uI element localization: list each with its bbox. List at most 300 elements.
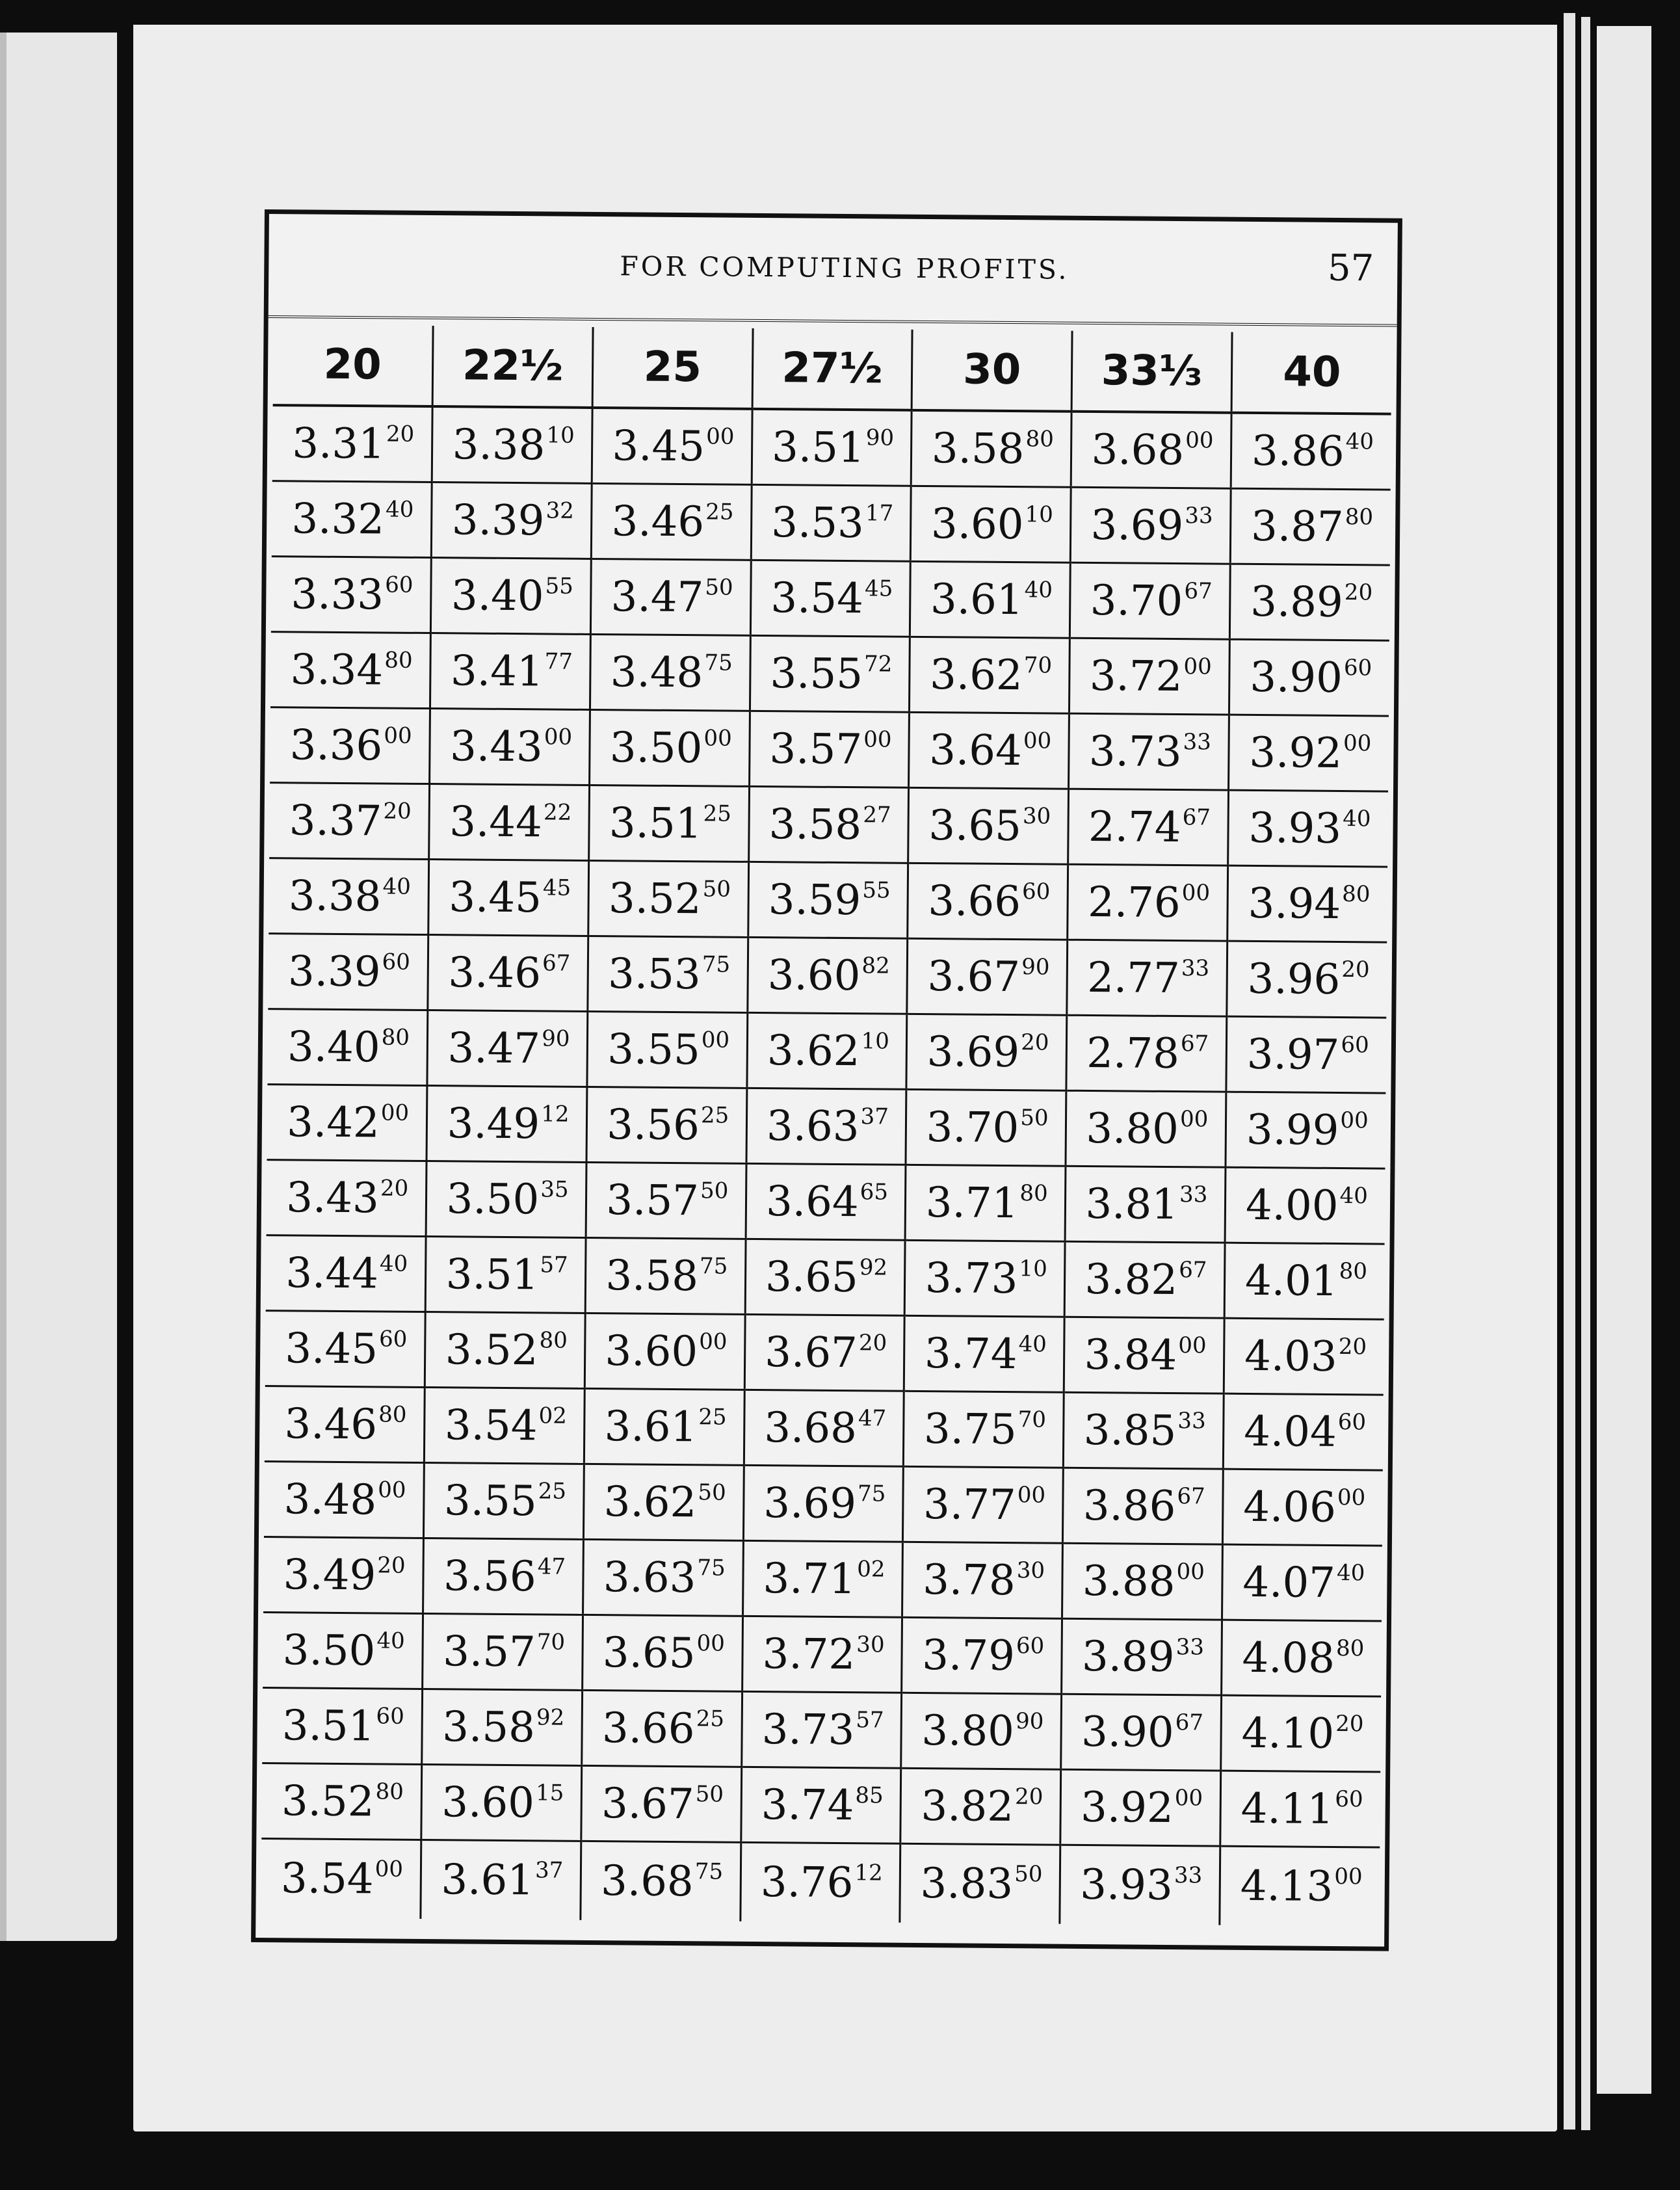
cell-dollars: 3.43 bbox=[285, 1173, 380, 1222]
running-head bbox=[269, 214, 1398, 327]
cell-cents: 40 bbox=[1024, 576, 1053, 603]
cell-dollars: 3.46 bbox=[611, 497, 705, 546]
cell-cents: 50 bbox=[1020, 1104, 1049, 1131]
cell-dollars: 3.61 bbox=[930, 575, 1023, 624]
table-cell bbox=[427, 1010, 588, 1087]
cell-cents: 70 bbox=[1017, 1406, 1047, 1432]
cell-dollars: 3.90 bbox=[1250, 653, 1343, 702]
table-row bbox=[262, 1688, 1381, 1773]
cell-cents: 20 bbox=[377, 1551, 406, 1579]
table-row bbox=[271, 557, 1390, 641]
table-cell bbox=[906, 1089, 1066, 1166]
cell-dollars: 3.66 bbox=[601, 1704, 695, 1753]
cell-dollars: 3.36 bbox=[289, 720, 383, 770]
table-row bbox=[269, 783, 1388, 867]
cell-dollars: 3.85 bbox=[1083, 1406, 1177, 1455]
cell-dollars: 3.47 bbox=[447, 1023, 541, 1073]
table-cell bbox=[1227, 790, 1388, 867]
adjacent-page-shadow bbox=[0, 33, 7, 1941]
cell-cents: 10 bbox=[1025, 501, 1054, 528]
table-cell bbox=[269, 783, 430, 860]
table-cell bbox=[584, 1388, 744, 1465]
cell-dollars: 3.60 bbox=[605, 1326, 698, 1376]
cell-dollars: 3.70 bbox=[1090, 576, 1183, 626]
cell-cents: 00 bbox=[1185, 427, 1214, 453]
cell-dollars: 3.44 bbox=[449, 797, 543, 847]
column-header: 20 bbox=[273, 324, 434, 406]
cell-dollars: 3.68 bbox=[1091, 425, 1185, 475]
table-cell bbox=[1066, 1015, 1227, 1092]
cell-dollars: 3.64 bbox=[928, 726, 1023, 775]
cell-dollars: 3.38 bbox=[288, 871, 382, 921]
cell-cents: 85 bbox=[855, 1782, 884, 1809]
cell-dollars: 3.94 bbox=[1248, 879, 1341, 929]
table-cell bbox=[1225, 1167, 1385, 1244]
cell-dollars: 3.89 bbox=[1081, 1632, 1175, 1682]
table-cell bbox=[1229, 639, 1389, 716]
cell-dollars: 3.90 bbox=[1081, 1708, 1174, 1757]
table-cell bbox=[911, 486, 1071, 562]
cell-cents: 20 bbox=[386, 420, 415, 447]
cell-dollars: 3.67 bbox=[927, 952, 1021, 1001]
table-cell bbox=[424, 1462, 584, 1539]
cell-dollars: 4.10 bbox=[1241, 1709, 1335, 1758]
cell-cents: 45 bbox=[864, 575, 893, 602]
column-header: 27½ bbox=[752, 328, 913, 410]
table-cell bbox=[427, 1086, 587, 1163]
cell-cents: 90 bbox=[1015, 1708, 1044, 1734]
cell-cents: 10 bbox=[1019, 1255, 1047, 1282]
cell-cents: 45 bbox=[542, 874, 571, 901]
table-cell bbox=[264, 1462, 425, 1538]
table-cell bbox=[583, 1464, 744, 1540]
cell-dollars: 3.43 bbox=[449, 722, 543, 771]
cell-cents: 33 bbox=[1177, 1407, 1206, 1434]
cell-cents: 77 bbox=[544, 648, 573, 675]
column-header: 30 bbox=[912, 330, 1072, 412]
table-cell bbox=[1066, 1090, 1226, 1167]
table-cell bbox=[263, 1613, 423, 1689]
cell-cents: 17 bbox=[865, 499, 894, 527]
page-title: FOR COMPUTING PROFITS. bbox=[620, 250, 1070, 285]
cell-dollars: 3.45 bbox=[285, 1324, 378, 1373]
cell-dollars: 3.40 bbox=[451, 571, 544, 620]
table-cell bbox=[583, 1539, 743, 1616]
cell-dollars: 3.57 bbox=[606, 1176, 700, 1225]
table-cell bbox=[905, 1165, 1066, 1241]
table-cell bbox=[1231, 413, 1391, 490]
cell-cents: 60 bbox=[1341, 1031, 1369, 1058]
cell-cents: 33 bbox=[1179, 1181, 1208, 1207]
cell-dollars: 3.71 bbox=[925, 1178, 1019, 1228]
cell-dollars: 3.77 bbox=[923, 1480, 1016, 1529]
table-cell bbox=[1069, 713, 1229, 790]
table-row bbox=[261, 1839, 1380, 1927]
cell-cents: 67 bbox=[1179, 1256, 1207, 1283]
cell-cents: 55 bbox=[545, 572, 574, 600]
cell-dollars: 3.71 bbox=[763, 1554, 856, 1603]
cell-dollars: 3.78 bbox=[922, 1555, 1016, 1605]
cell-cents: 00 bbox=[384, 722, 412, 749]
cell-dollars: 3.52 bbox=[445, 1325, 538, 1375]
cell-dollars: 3.49 bbox=[447, 1099, 540, 1148]
cell-cents: 30 bbox=[1022, 802, 1051, 830]
cell-dollars: 2.78 bbox=[1086, 1029, 1180, 1078]
cell-cents: 10 bbox=[546, 421, 575, 449]
cell-cents: 60 bbox=[376, 1702, 404, 1730]
column-header: 25 bbox=[592, 327, 753, 409]
cell-dollars: 3.69 bbox=[1090, 501, 1184, 550]
table-cell bbox=[261, 1763, 422, 1840]
cell-cents: 27 bbox=[863, 801, 891, 828]
cell-cents: 40 bbox=[1343, 805, 1371, 832]
table-frame bbox=[251, 209, 1402, 1951]
cell-cents: 65 bbox=[860, 1178, 889, 1206]
cell-dollars: 3.75 bbox=[923, 1405, 1017, 1454]
cell-cents: 40 bbox=[1336, 1559, 1365, 1586]
cell-cents: 00 bbox=[1176, 1558, 1205, 1585]
table-cell bbox=[581, 1765, 742, 1842]
cell-cents: 80 bbox=[1335, 1635, 1365, 1661]
cell-cents: 00 bbox=[863, 726, 892, 753]
cell-dollars: 4.07 bbox=[1242, 1558, 1336, 1607]
cell-dollars: 3.68 bbox=[764, 1403, 858, 1453]
cell-dollars: 3.67 bbox=[765, 1328, 858, 1377]
cell-cents: 00 bbox=[1334, 1864, 1363, 1890]
cell-cents: 50 bbox=[705, 574, 733, 601]
page-edge bbox=[1597, 26, 1651, 2094]
table-row bbox=[267, 1160, 1385, 1245]
cell-cents: 35 bbox=[540, 1176, 569, 1203]
cell-cents: 40 bbox=[1018, 1330, 1047, 1358]
cell-cents: 75 bbox=[704, 649, 733, 676]
table-cell bbox=[1067, 940, 1227, 1016]
cell-cents: 30 bbox=[856, 1631, 885, 1658]
cell-cents: 25 bbox=[538, 1477, 567, 1505]
table-cell bbox=[1228, 715, 1389, 791]
table-cell bbox=[267, 1085, 428, 1161]
cell-cents: 20 bbox=[383, 797, 412, 825]
table-row bbox=[267, 1009, 1386, 1094]
page-edge bbox=[1581, 17, 1590, 2130]
table-cell bbox=[266, 1235, 427, 1312]
table-cell bbox=[265, 1311, 426, 1388]
cell-cents: 50 bbox=[1014, 1861, 1043, 1888]
table-cell bbox=[586, 1162, 746, 1239]
table-cell bbox=[908, 787, 1069, 864]
table-cell bbox=[1069, 638, 1229, 715]
cell-dollars: 3.44 bbox=[285, 1248, 379, 1298]
cell-cents: 00 bbox=[1174, 1784, 1203, 1811]
cell-cents: 32 bbox=[545, 497, 574, 524]
cell-dollars: 2.76 bbox=[1087, 878, 1181, 927]
cell-cents: 90 bbox=[542, 1025, 570, 1052]
cell-cents: 50 bbox=[695, 1780, 724, 1808]
cell-dollars: 3.82 bbox=[1084, 1255, 1178, 1304]
table-cell bbox=[746, 1088, 907, 1165]
table-cell bbox=[741, 1767, 901, 1843]
cell-dollars: 3.68 bbox=[600, 1857, 694, 1906]
cell-dollars: 3.50 bbox=[282, 1626, 376, 1675]
cell-dollars: 4.13 bbox=[1240, 1862, 1333, 1911]
cell-dollars: 3.42 bbox=[286, 1098, 380, 1147]
table-cell bbox=[267, 1009, 428, 1086]
cell-cents: 22 bbox=[543, 798, 572, 826]
cell-cents: 37 bbox=[534, 1857, 564, 1884]
table-cell bbox=[1226, 1016, 1387, 1093]
cell-dollars: 3.57 bbox=[442, 1627, 536, 1676]
cell-dollars: 3.53 bbox=[771, 498, 865, 548]
cell-dollars: 3.72 bbox=[762, 1629, 856, 1679]
cell-dollars: 3.51 bbox=[445, 1250, 539, 1299]
table-cell bbox=[749, 711, 910, 787]
table-cell bbox=[742, 1616, 902, 1693]
cell-dollars: 3.99 bbox=[1246, 1105, 1339, 1155]
cell-cents: 33 bbox=[1174, 1862, 1203, 1889]
table-cell bbox=[1060, 1845, 1220, 1925]
cell-dollars: 3.62 bbox=[767, 1026, 860, 1075]
cell-cents: 25 bbox=[700, 1102, 729, 1129]
table-cell bbox=[270, 707, 430, 784]
table-cell bbox=[1220, 1695, 1381, 1772]
cell-dollars: 3.86 bbox=[1251, 427, 1345, 476]
table-cell bbox=[421, 1840, 581, 1920]
table-cell bbox=[748, 862, 908, 938]
cell-cents: 00 bbox=[699, 1328, 728, 1355]
cell-cents: 40 bbox=[385, 495, 414, 523]
cell-cents: 00 bbox=[380, 1099, 410, 1126]
table-cell bbox=[425, 1387, 585, 1464]
cell-cents: 50 bbox=[698, 1479, 726, 1506]
cell-cents: 67 bbox=[1180, 1030, 1209, 1057]
cell-dollars: 3.82 bbox=[921, 1782, 1014, 1831]
table-cell bbox=[1062, 1618, 1222, 1695]
cell-dollars: 3.69 bbox=[763, 1479, 857, 1528]
cell-cents: 20 bbox=[1344, 579, 1373, 605]
cell-dollars: 3.56 bbox=[607, 1100, 700, 1150]
table-cell bbox=[588, 860, 749, 937]
table-row bbox=[261, 1763, 1380, 1848]
cell-dollars: 3.51 bbox=[282, 1701, 375, 1750]
cell-dollars: 3.93 bbox=[1079, 1860, 1174, 1910]
cell-cents: 60 bbox=[1016, 1632, 1045, 1659]
cell-dollars: 4.00 bbox=[1245, 1181, 1339, 1230]
cell-cents: 20 bbox=[1014, 1783, 1043, 1810]
cell-cents: 40 bbox=[1339, 1182, 1369, 1209]
cell-dollars: 3.62 bbox=[603, 1477, 697, 1527]
cell-cents: 80 bbox=[1339, 1258, 1368, 1284]
cell-cents: 33 bbox=[1183, 728, 1212, 755]
table-cell bbox=[748, 786, 909, 863]
cell-cents: 67 bbox=[1182, 804, 1211, 830]
cell-dollars: 3.40 bbox=[287, 1022, 380, 1072]
table-cell bbox=[900, 1843, 1060, 1923]
cell-cents: 40 bbox=[1345, 428, 1374, 455]
table-cell bbox=[1223, 1393, 1384, 1470]
table-cell bbox=[591, 483, 752, 560]
table-cell bbox=[589, 785, 750, 862]
cell-dollars: 3.79 bbox=[922, 1631, 1016, 1680]
cell-dollars: 3.70 bbox=[926, 1103, 1019, 1152]
table-cell bbox=[272, 405, 433, 482]
table-row bbox=[272, 405, 1391, 490]
cell-cents: 25 bbox=[696, 1705, 725, 1732]
cell-dollars: 3.76 bbox=[760, 1858, 854, 1908]
table-cell bbox=[1063, 1392, 1224, 1469]
table-cell bbox=[423, 1613, 583, 1690]
table-cell bbox=[912, 410, 1072, 487]
cell-cents: 75 bbox=[697, 1554, 726, 1581]
table-cell bbox=[428, 935, 588, 1012]
cell-cents: 00 bbox=[1183, 653, 1212, 679]
cell-cents: 80 bbox=[378, 1401, 407, 1428]
cell-dollars: 3.53 bbox=[607, 949, 701, 999]
cell-cents: 00 bbox=[1181, 879, 1211, 906]
table-row bbox=[263, 1613, 1382, 1697]
cell-cents: 20 bbox=[1341, 956, 1370, 983]
table-row bbox=[263, 1537, 1382, 1622]
table-cell bbox=[423, 1538, 584, 1615]
cell-cents: 15 bbox=[535, 1779, 564, 1806]
table-row bbox=[270, 707, 1389, 792]
cell-dollars: 3.47 bbox=[610, 572, 704, 622]
table-cell bbox=[582, 1690, 742, 1767]
table-cell bbox=[1068, 789, 1229, 865]
cell-dollars: 3.38 bbox=[452, 420, 545, 469]
cell-dollars: 3.92 bbox=[1249, 728, 1343, 778]
table-cell bbox=[747, 1012, 908, 1089]
cell-cents: 00 bbox=[703, 724, 732, 752]
cell-cents: 55 bbox=[862, 877, 891, 904]
table-cell bbox=[272, 481, 432, 558]
cell-cents: 37 bbox=[860, 1103, 889, 1130]
cell-dollars: 3.51 bbox=[609, 798, 702, 848]
table-cell bbox=[904, 1391, 1064, 1468]
cell-cents: 12 bbox=[854, 1860, 883, 1886]
cell-dollars: 3.39 bbox=[451, 495, 545, 545]
cell-cents: 00 bbox=[1017, 1481, 1046, 1508]
table-cell bbox=[585, 1237, 746, 1314]
table-cell bbox=[1064, 1241, 1225, 1318]
cell-dollars: 3.54 bbox=[770, 574, 864, 623]
cell-dollars: 3.48 bbox=[283, 1475, 377, 1524]
cell-cents: 80 bbox=[1025, 425, 1054, 453]
table-cell bbox=[421, 1764, 582, 1841]
column-header: 22½ bbox=[432, 326, 593, 408]
table-cell bbox=[1061, 1694, 1222, 1771]
table-cell bbox=[1070, 562, 1230, 639]
cell-cents: 00 bbox=[1023, 727, 1052, 754]
cell-cents: 10 bbox=[861, 1027, 889, 1055]
table-cell bbox=[1222, 1469, 1383, 1546]
cell-dollars: 3.54 bbox=[444, 1401, 538, 1450]
cell-cents: 90 bbox=[865, 424, 895, 451]
cell-cents: 25 bbox=[698, 1403, 727, 1431]
cell-dollars: 3.81 bbox=[1085, 1180, 1179, 1229]
cell-dollars: 3.55 bbox=[607, 1025, 701, 1074]
table-row bbox=[269, 858, 1387, 943]
table-cell bbox=[1062, 1543, 1223, 1620]
table-cell bbox=[1062, 1468, 1223, 1544]
cell-cents: 00 bbox=[378, 1476, 406, 1503]
cell-cents: 60 bbox=[385, 571, 413, 598]
cell-cents: 20 bbox=[1021, 1029, 1049, 1056]
table-cell bbox=[1220, 1846, 1380, 1926]
cell-cents: 20 bbox=[858, 1329, 887, 1356]
table-cell bbox=[1060, 1769, 1221, 1846]
table-cell bbox=[750, 635, 910, 712]
cell-cents: 50 bbox=[700, 1177, 729, 1204]
cell-cents: 92 bbox=[536, 1704, 565, 1731]
cell-cents: 00 bbox=[1179, 1105, 1209, 1132]
table-cell bbox=[901, 1693, 1062, 1769]
cell-dollars: 3.63 bbox=[603, 1553, 696, 1602]
cell-dollars: 3.45 bbox=[612, 421, 705, 471]
cell-dollars: 3.89 bbox=[1250, 577, 1344, 627]
table-cell bbox=[1222, 1544, 1382, 1621]
table-row bbox=[266, 1235, 1385, 1320]
cell-dollars: 2.77 bbox=[1086, 953, 1181, 1003]
cell-dollars: 3.67 bbox=[601, 1779, 694, 1828]
table-cell bbox=[741, 1691, 902, 1768]
cell-cents: 02 bbox=[538, 1402, 568, 1429]
cell-cents: 40 bbox=[382, 873, 411, 900]
cell-dollars: 3.83 bbox=[920, 1860, 1014, 1909]
cell-dollars: 3.46 bbox=[448, 948, 542, 997]
cell-cents: 67 bbox=[1177, 1483, 1205, 1509]
cell-dollars: 3.55 bbox=[443, 1476, 537, 1525]
table-cell bbox=[744, 1390, 904, 1466]
cell-cents: 82 bbox=[861, 952, 890, 979]
cell-cents: 40 bbox=[376, 1627, 405, 1654]
cell-dollars: 2.74 bbox=[1088, 802, 1181, 852]
table-cell bbox=[742, 1540, 903, 1617]
cell-dollars: 3.84 bbox=[1084, 1330, 1177, 1380]
cell-dollars: 3.97 bbox=[1246, 1030, 1340, 1079]
cell-dollars: 3.45 bbox=[449, 873, 542, 922]
table-cell bbox=[261, 1839, 421, 1919]
cell-dollars: 3.60 bbox=[441, 1778, 535, 1827]
cell-cents: 60 bbox=[378, 1325, 408, 1352]
table-cell bbox=[910, 637, 1070, 713]
table-cell bbox=[1230, 488, 1391, 565]
cell-dollars: 3.52 bbox=[281, 1776, 374, 1826]
cell-cents: 00 bbox=[1178, 1332, 1207, 1358]
table-cell bbox=[1068, 864, 1228, 941]
cell-dollars: 3.58 bbox=[605, 1251, 699, 1300]
column-header: 40 bbox=[1231, 332, 1392, 414]
table-cell bbox=[904, 1315, 1065, 1392]
cell-cents: 80 bbox=[384, 646, 413, 674]
table-cell bbox=[752, 409, 912, 486]
cell-dollars: 3.64 bbox=[765, 1177, 859, 1226]
table-cell bbox=[265, 1386, 425, 1463]
cell-cents: 20 bbox=[1335, 1710, 1364, 1737]
cell-cents: 20 bbox=[380, 1174, 409, 1202]
cell-dollars: 3.73 bbox=[1088, 727, 1182, 776]
table-cell bbox=[263, 1537, 424, 1614]
table-cell bbox=[740, 1842, 900, 1922]
cell-dollars: 3.57 bbox=[769, 724, 863, 774]
table-cell bbox=[431, 558, 592, 635]
table-cell bbox=[743, 1465, 904, 1542]
cell-dollars: 3.60 bbox=[930, 499, 1024, 549]
cell-cents: 92 bbox=[859, 1254, 888, 1281]
cell-cents: 47 bbox=[858, 1405, 887, 1432]
table-cell bbox=[430, 633, 591, 710]
cell-dollars: 3.93 bbox=[1248, 804, 1342, 853]
cell-cents: 70 bbox=[536, 1628, 566, 1656]
